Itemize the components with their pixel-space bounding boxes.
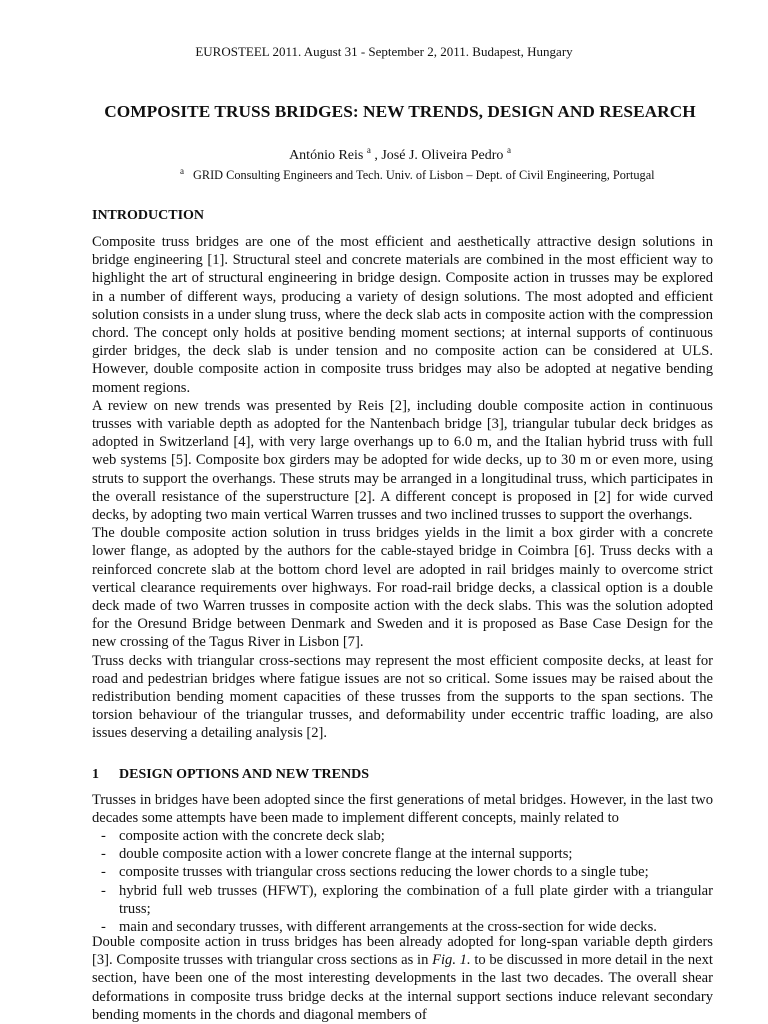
affiliation-text: GRID Consulting Engineers and Tech. Univ. of Lisbon – Dept. of Civil Engineering, Portugal [193, 168, 655, 182]
list-item-text: double composite action with a lower concrete flange at the internal supports; [119, 846, 573, 863]
section-heading-introduction: INTRODUCTION [92, 208, 205, 223]
list-item [92, 863, 713, 881]
affiliation [180, 166, 655, 184]
list-item [92, 827, 713, 845]
introduction-body [92, 233, 713, 743]
affiliation-superscript: a [366, 145, 371, 155]
author-name: António Reis [289, 148, 364, 163]
paragraph: The double composite action solution in truss bridges yields in the limit a box girder with a concrete lower flange, as adopted by the authors for the cable-stayed bridge in Coimbra [6]. Truss decks with a reinforced concrete slab at the bottom chord level are adopted in rail bridges mainly to overcome strict vertical clearance requirements over highways. For road-rail bridge decks, a classical option is a double deck made of two Warren trusses in composite action with the deck slabs. This was the solution adopted for the Oresund Bridge between Denmark and Sweden and it is proposed as Base Case Design for the new crossing of the Tagus River in Lisbon [7]. [92, 525, 713, 651]
list-item [92, 845, 713, 863]
design-options-list [92, 827, 713, 936]
section-title: DESIGN OPTIONS AND NEW TRENDS [119, 767, 369, 782]
affiliation-superscript: a [506, 145, 511, 155]
paragraph: A review on new trends was presented by Reis [2], including double composite action in continuous trusses with variable depth as adopted for the Nantenbach bridge [3], triangular tubular deck bridges as adopted in Switzerland [4], with very large overhangs up to 6.0 m, and the Italian hybrid truss with full web systems [5]. Composite box girders may be adopted for wide decks, up to 30 m or even more, using struts to support the overhangs. These struts may be arranged in a longitudinal truss, which participates in the overall resistance of the superstructure [2]. A different concept is proposed in [2] for wide curved decks, by adopting two main vertical Warren trusses and two inclined trusses to support the overhangs. [92, 397, 713, 524]
paper-title: COMPOSITE TRUSS BRIDGES: NEW TRENDS, DESIGN AND RESEARCH [104, 102, 696, 121]
author-list [0, 141, 768, 165]
list-dash: - [101, 846, 106, 863]
list-item [92, 882, 713, 918]
section-1-body [92, 933, 713, 1024]
list-item-text: main and secondary trusses, with different arrangements at the cross-section for wide decks. [119, 919, 657, 936]
author-separator: , [370, 148, 382, 163]
figure-reference: Fig. 1. [432, 952, 471, 969]
paragraph-text: Double composite action in truss bridges has been already adopted for long-span variable depth girders [3]. Composite trusses with triangular cross sections as in [92, 934, 713, 969]
list-item-text: composite action with the concrete deck slab; [119, 828, 385, 844]
paragraph [92, 933, 713, 1024]
section-heading-1 [92, 766, 369, 784]
paragraph-text: to be discussed in more detail in the next section, have been one of the most interesting developments in the last two decades. The overall shear deformations in composite truss bridge decks at the internal support sections induce relevant secondary bending moments in the chords and diagonal members of [92, 952, 713, 1023]
section-1-lead [92, 791, 713, 827]
affiliation-mark: a [180, 166, 184, 176]
list-dash: - [101, 864, 106, 881]
list-dash: - [101, 882, 106, 899]
list-item-text: composite trusses with triangular cross sections reducing the lower chords to a single tube; [119, 864, 649, 881]
list-dash: - [101, 828, 106, 844]
paragraph: Truss decks with triangular cross-sections may represent the most efficient composite decks, at least for road and pedestrian bridges where fatigue issues are not so critical. Some issues may be raised about the redistribution bending moment capacities of these trusses from the supports to the span sections. The torsion behaviour of the triangular trusses, and deformability under eccentric traffic loading, are also issues deserving a detailing analysis [2]. [92, 652, 713, 742]
paragraph: Trusses in bridges have been adopted since the first generations of metal bridges. However, in the last two decades some attempts have been made to implement different concepts, mainly related to [92, 792, 713, 827]
author-name: José J. Oliveira Pedro [381, 148, 504, 163]
conference-header: EUROSTEEL 2011. August 31 - September 2, 2011. Budapest, Hungary [195, 44, 573, 59]
paragraph: Composite truss bridges are one of the most efficient and aesthetically attractive design solutions in bridge engineering [1]. Structural steel and concrete materials are combined in the most efficient way to highlight the art of structural engineering in bridge design. Composite action in trusses may be explored in a number of different ways, producing a variety of design solutions. The most adopted and efficient solution consists in a under slung truss, where the deck slab acts in composite action with the compression chord. The concept only holds at positive bending moment sections; at internal supports of continuous girder bridges, the deck slab is under tension and no composite action can be considered at ULS. However, double composite action in composite truss bridges may also be adopted at negative bending moment regions. [92, 234, 713, 396]
list-item-text: hybrid full web trusses (HFWT), exploring the combination of a full plate girder with a triangular truss; [119, 882, 713, 917]
list-dash: - [101, 919, 106, 936]
section-number: 1 [92, 767, 99, 782]
